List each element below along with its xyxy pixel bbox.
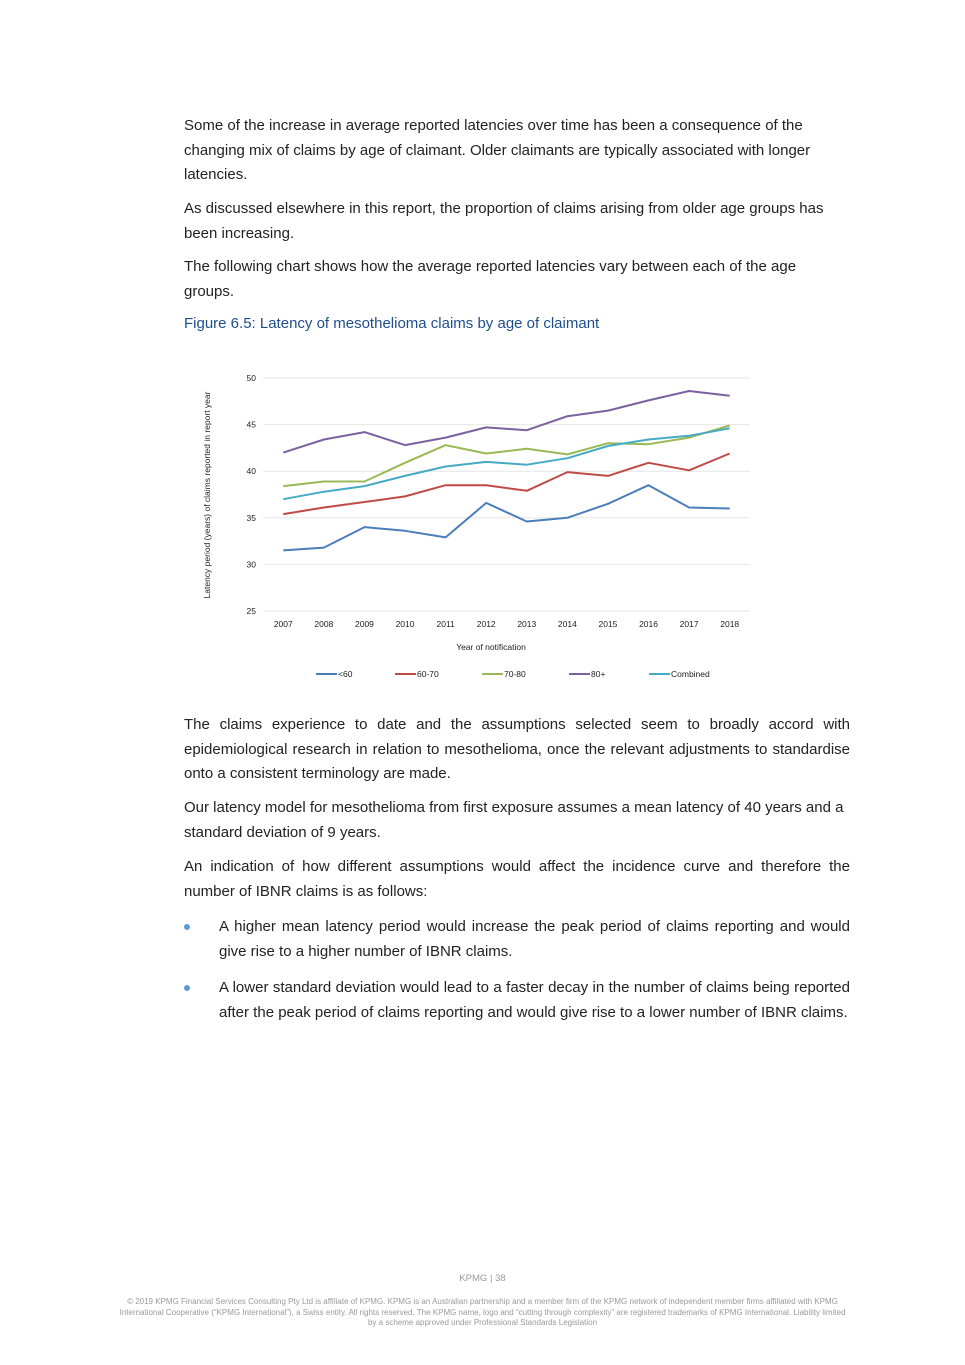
y-tick-label: 40: [246, 466, 256, 477]
legend-label: 70-80: [504, 669, 526, 679]
x-tick-label: 2014: [557, 619, 577, 629]
x-tick-label: 2017: [679, 619, 699, 629]
bullet-item: [184, 915, 850, 964]
intro-paragraph-3: The following chart shows how the average reported latencies vary between each of the age groups.: [184, 258, 797, 300]
legend-item: [316, 669, 353, 679]
legend-label: 60-70: [417, 669, 439, 679]
y-tick-label: 35: [246, 512, 256, 523]
bullet-text: A lower standard deviation would lead to a faster decay in the number of claims being reported after the peak period of claims reporting and would give rise to a lower number of IBNR claims.: [219, 979, 850, 1021]
legend-item: [649, 669, 710, 679]
bullet-dot-icon: [184, 924, 190, 930]
x-axis-label: Year of notification: [456, 642, 526, 652]
y-tick-label: 30: [246, 559, 256, 570]
legend-label: Combined: [671, 669, 710, 679]
bullet-item: [184, 976, 850, 1025]
legend-item: [482, 669, 526, 679]
y-tick-label: 50: [246, 373, 256, 383]
series-line: [283, 391, 729, 453]
assumption-bullet-list: [184, 915, 850, 1037]
intro-paragraph-2: As discussed elsewhere in this report, the proportion of claims arising from older age groups has been increasing.: [184, 200, 824, 242]
x-tick-label: 2018: [720, 619, 740, 629]
legend-item: [395, 669, 439, 679]
body-paragraph-1: The claims experience to date and the assumptions selected seem to broadly accord with epidemiological research in relation to mesothelioma, once the relevant adjustments to standardise onto a consistent terminology are made.: [184, 716, 850, 782]
body-paragraph-3: An indication of how different assumptions would affect the incidence curve and therefore the number of IBNR claims is as follows:: [184, 858, 850, 900]
y-axis-ticks: [247, 373, 257, 616]
x-tick-label: 2013: [517, 619, 537, 629]
x-tick-label: 2010: [395, 619, 415, 629]
x-tick-label: 2009: [354, 619, 374, 629]
x-tick-label: 2007: [273, 619, 293, 629]
chart-gridlines: [263, 378, 750, 611]
legend-label: <60: [338, 669, 353, 679]
y-axis-label: Latency period (years) of claims reported in report year: [202, 391, 212, 599]
x-tick-label: 2008: [314, 619, 334, 629]
x-axis-ticks: [274, 619, 740, 629]
x-tick-label: 2012: [476, 619, 496, 629]
latency-line-chart: [195, 360, 765, 690]
y-tick-label: 25: [246, 606, 256, 616]
x-tick-label: 2011: [436, 619, 455, 629]
chart-legend: [316, 669, 710, 679]
legend-item: [569, 669, 605, 679]
legend-label: 80+: [591, 669, 606, 679]
x-tick-label: 2016: [639, 619, 659, 629]
bullet-dot-icon: [184, 985, 190, 991]
intro-paragraph-1: Some of the increase in average reported latencies over time has been a consequence of the changing mix of claims by age of claimant. Older claimants are typically associated with longer latencies.: [184, 117, 811, 183]
footer-page-number: KPMG | 38: [459, 1273, 506, 1284]
bullet-text: A higher mean latency period would increase the peak period of claims reporting and would give rise to a higher number of IBNR claims.: [219, 918, 850, 960]
figure-caption: Figure 6.5: Latency of mesothelioma claims by age of claimant: [184, 315, 600, 332]
y-tick-label: 45: [246, 419, 256, 430]
x-tick-label: 2015: [598, 619, 618, 629]
footer-legal-notice: © 2019 KPMG Financial Services Consulting Pty Ltd is affiliate of KPMG. KPMG is an Australian partnership and a member firm of the KPMG network of independent member firms affiliated with KPMG International Cooperative (“KPMG International”), a Swiss entity. All rights reserved. The KPMG name, logo and “cutting through complexity” are registered trademarks of KPMG International. Liability limited by a scheme approved under Professional Standards Legislation: [119, 1297, 846, 1327]
body-paragraph-2: Our latency model for mesothelioma from first exposure assumes a mean latency of 40 years and a standard deviation of 9 years.: [184, 799, 844, 841]
